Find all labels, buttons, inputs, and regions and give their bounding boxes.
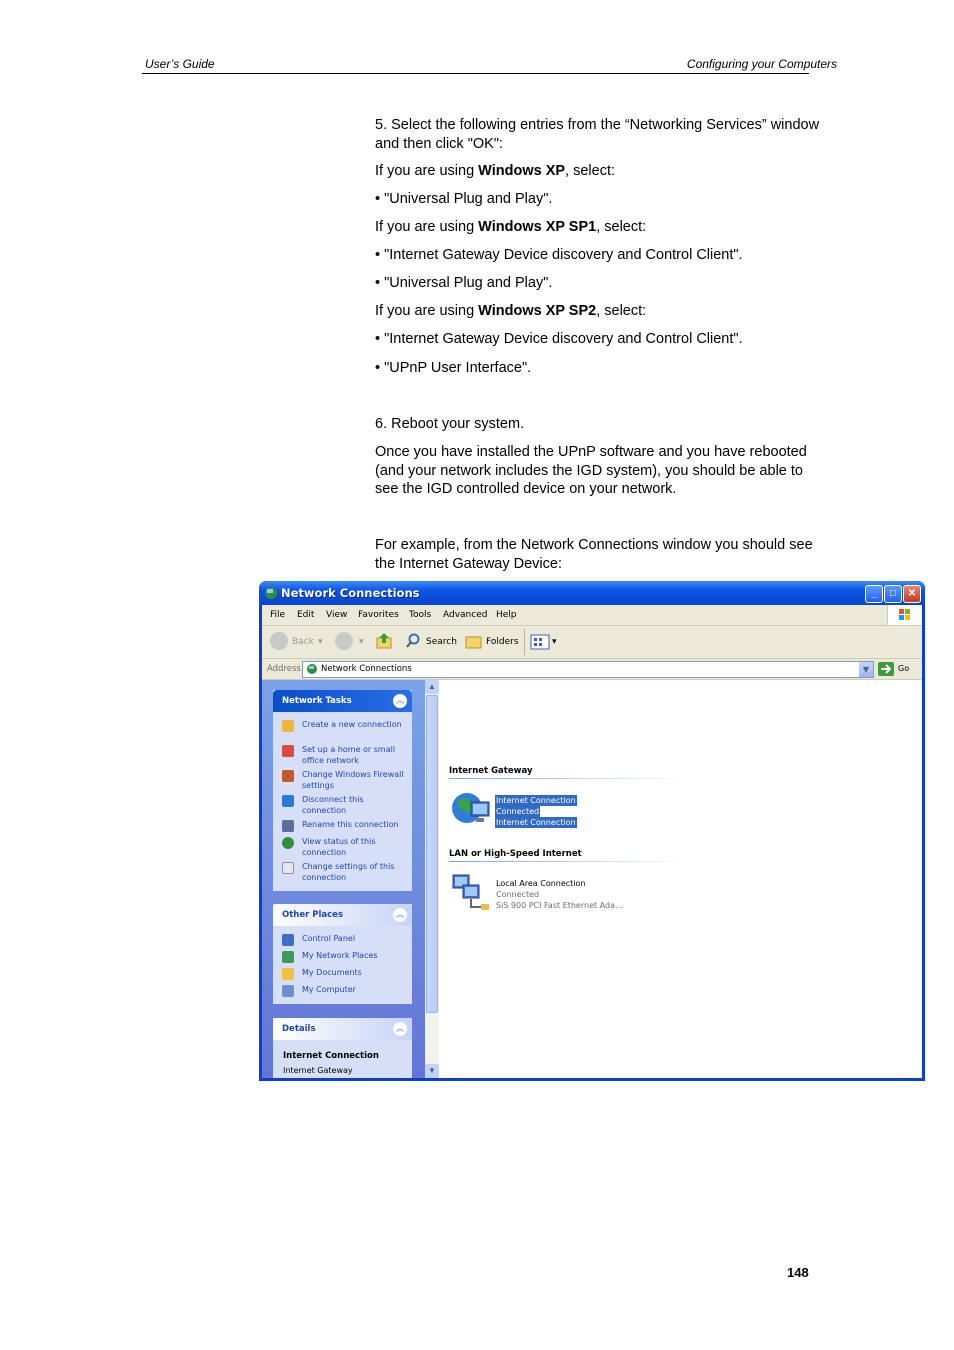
view-status-icon [282,837,294,849]
back-dropdown-icon[interactable]: ▾ [318,637,323,647]
details-title: Details [282,1024,316,1034]
details-panel [273,1018,412,1078]
gateway-device: Internet Connection [496,818,576,827]
up-folder-icon[interactable] [375,632,393,650]
header-rule [142,73,809,74]
window-client [262,605,922,1078]
network-tasks-panel: Network Tasks ︽ Create a new connection Set up a home or small office network Change Windows Firewall settings Disconnect this connection Rename this connection View status of this connection Change settings of this connection [273,690,412,891]
back-button[interactable]: Back [292,637,314,647]
para-once: Once you have installed the UPnP software and you have rebooted (and your network includes the IGD system), you should be able to see the IGD controlled device on your network. [375,444,807,497]
views-icon[interactable] [530,634,550,650]
firewall-icon [282,770,294,782]
header-right: Configuring your Computers [686,57,837,71]
scroll-up-icon[interactable]: ▲ [425,680,439,694]
group-divider [449,861,689,862]
details-name: Internet Connection [283,1051,379,1061]
address-bar [262,659,922,680]
new-connection-icon [282,720,294,732]
rename-icon [282,820,294,832]
menu-view[interactable]: View [326,610,348,620]
folders-button[interactable]: Folders [486,637,519,647]
toolbar-separator [524,629,525,655]
disconnect-icon [282,795,294,807]
network-connections-window [259,581,925,1081]
title-bar[interactable] [259,581,925,605]
back-icon[interactable] [270,632,288,650]
address-label: Address [267,664,301,674]
sp2-line: If you are using Windows XP SP2, select: [375,303,647,319]
menu-tools[interactable]: Tools [409,610,432,620]
step-5: 5. Select the following entries from the “Networking Services” window and then click "OK": [375,117,820,152]
network-places-icon [282,951,294,963]
sp2-item-2: • "UPnP User Interface". [375,360,532,376]
page-number: 148 [787,1265,809,1280]
views-dropdown-icon[interactable]: ▾ [552,637,557,647]
details-header[interactable] [273,1018,412,1040]
network-connections-small-icon [306,663,318,675]
para-example: For example, from the Network Connections window you should see the Internet Gateway Device: [375,537,813,572]
my-documents-icon [282,968,294,980]
lan-name: Local Area Connection [496,879,586,888]
search-icon[interactable] [405,633,421,649]
toolbar [262,626,922,659]
header-left: User’s Guide [145,57,215,71]
forward-dropdown-icon[interactable]: ▾ [359,637,364,647]
network-tasks-title: Network Tasks [282,696,352,706]
xp-line: If you are using Windows XP, select: [375,163,616,179]
search-button[interactable]: Search [426,637,457,647]
go-arrow-icon[interactable] [878,662,894,676]
menu-help[interactable]: Help [496,610,517,620]
sp1-item-1: • "Internet Gateway Device discovery and Control Client". [375,247,743,263]
sp1-item-2: • "Universal Plug and Play". [375,275,553,291]
lan-device: SiS 900 PCI Fast Ethernet Ada... [496,901,623,910]
gateway-name: Internet Connection [496,796,576,805]
other-places-panel: Other Places ︽ Control Panel My Network Places My Documents My Computer [273,904,412,1004]
task-pane [262,680,425,1078]
menu-edit[interactable]: Edit [297,610,315,620]
details-type: Internet Gateway [283,1066,353,1075]
menu-bar [262,605,922,626]
collapse-chevron-icon[interactable]: ︽ [393,1022,407,1036]
menu-advanced[interactable]: Advanced [443,610,488,620]
minimize-button[interactable]: _ [865,585,883,603]
sp1-line: If you are using Windows XP SP1, select: [375,219,647,235]
sp2-item-1: • "Internet Gateway Device discovery and Control Client". [375,331,743,347]
window-title: Network Connections [281,586,420,600]
maximize-button[interactable]: □ [884,585,902,603]
address-value: Network Connections [321,664,412,674]
lan-connection-icon [451,873,493,913]
my-computer-icon [282,985,294,997]
home-network-icon [282,745,294,757]
task-pane-scrollbar[interactable] [425,680,439,1078]
folders-icon[interactable] [465,634,483,649]
internet-gateway-icon [449,788,493,832]
scroll-thumb[interactable] [426,695,438,1013]
change-settings-icon [282,862,294,874]
close-button[interactable]: ✕ [903,585,921,603]
group-lan: LAN or High-Speed Internet [449,849,582,859]
connections-view [439,680,922,1078]
go-button[interactable]: Go [898,664,910,673]
gateway-status: Connected [496,807,540,816]
step-6: 6. Reboot your system. [375,416,525,432]
menu-file[interactable]: File [270,610,286,620]
forward-icon[interactable] [335,632,353,650]
xp-item-1: • "Universal Plug and Play". [375,191,553,207]
group-internet-gateway: Internet Gateway [449,766,533,776]
lan-status: Connected [496,890,540,899]
other-places-header[interactable] [273,904,412,926]
network-tasks-header[interactable] [273,690,412,712]
menu-favorites[interactable]: Favorites [358,610,399,620]
control-panel-icon [282,934,294,946]
group-divider [449,778,689,779]
other-places-title: Other Places [282,910,343,920]
address-dropdown-icon[interactable]: ▼ [859,662,873,677]
scroll-down-icon[interactable]: ▼ [425,1064,439,1078]
collapse-chevron-icon[interactable]: ︽ [393,908,407,922]
windows-logo-icon [887,605,922,625]
collapse-chevron-icon[interactable]: ︽ [393,694,407,708]
address-field[interactable] [302,661,874,678]
network-connections-icon [264,586,278,600]
